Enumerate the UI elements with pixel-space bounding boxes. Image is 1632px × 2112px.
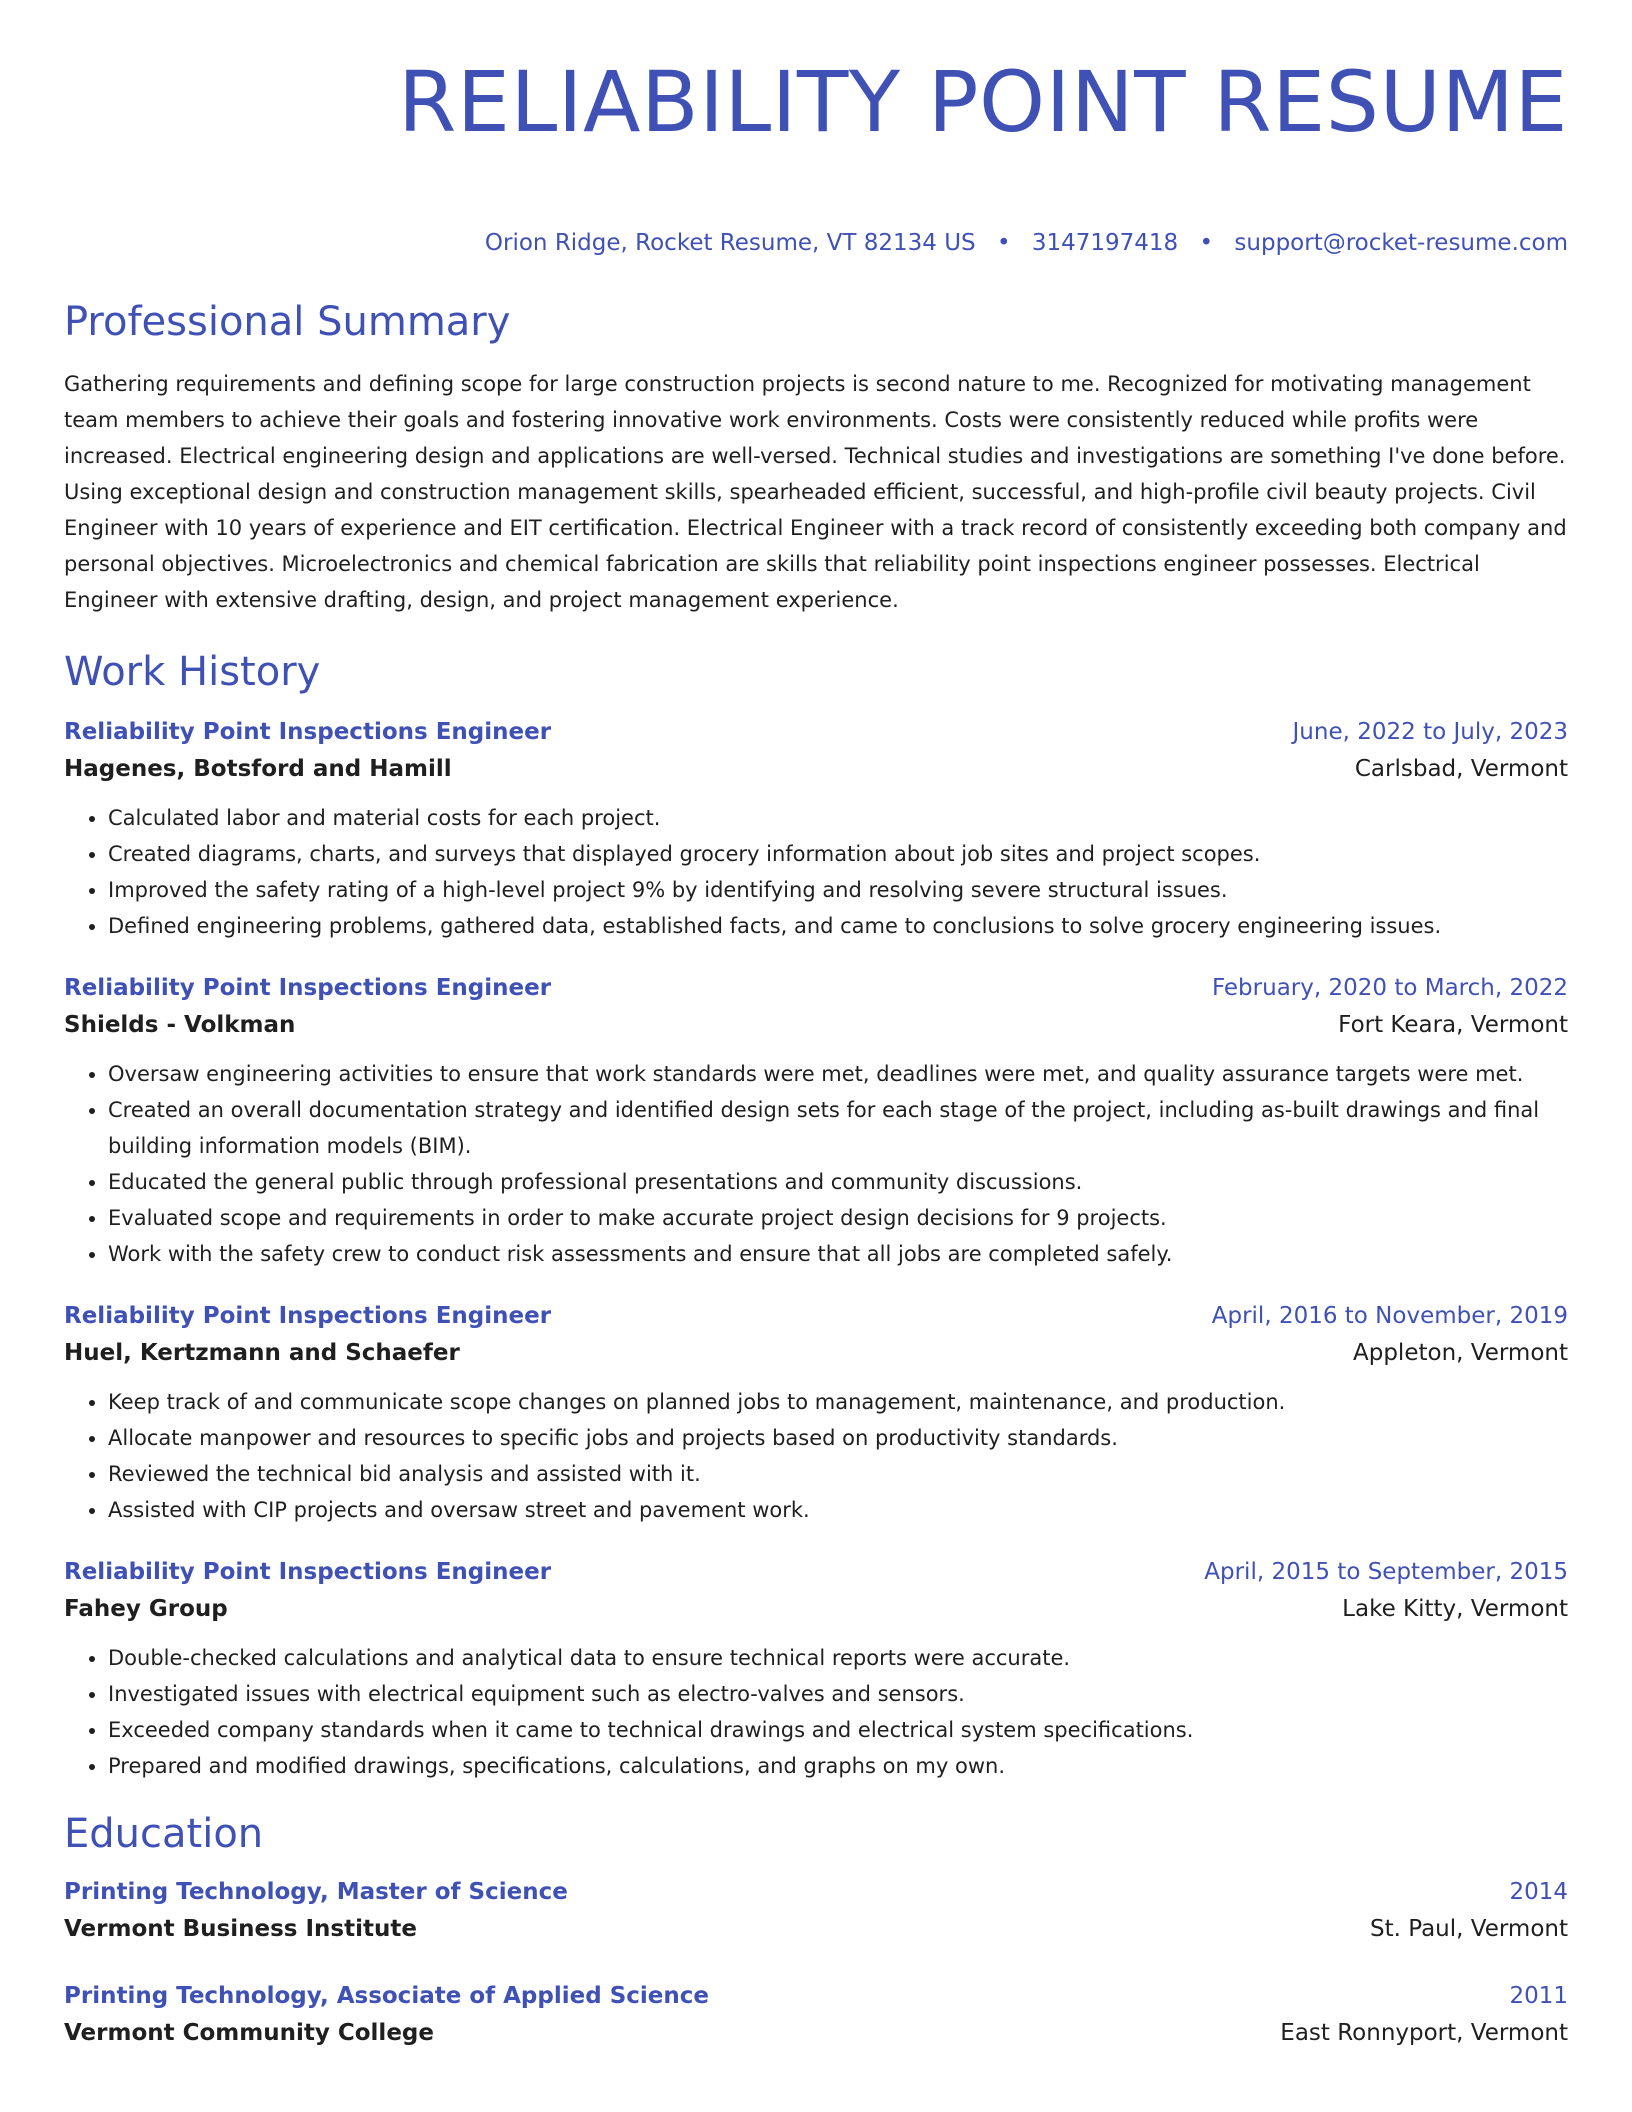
job-bullet: • Double-checked calculations and analytical data to ensure technical reports were accurate.: [108, 1640, 1568, 1676]
job-bullet: • Calculated labor and material costs for each project.: [108, 800, 1568, 836]
job-location: Appleton, Vermont: [1353, 1340, 1568, 1366]
education-degree-row: [64, 1874, 1568, 1910]
job-dates: April, 2015 to September, 2015: [1204, 1559, 1568, 1585]
section-title-summary: Professional Summary: [64, 299, 511, 345]
education-school: Vermont Community College: [64, 2020, 434, 2046]
education-section: [64, 1810, 1568, 2052]
job-bullet: • Created diagrams, charts, and surveys that displayed grocery information about job sites and project scopes.: [108, 836, 1568, 872]
job-bullets: [64, 1384, 1568, 1528]
job-entry: [64, 1554, 1568, 1784]
education-school-row: [64, 2014, 1568, 2052]
contact-email: support@rocket-resume.com: [1234, 230, 1568, 256]
education-degree: Printing Technology, Associate of Applied Science: [64, 1983, 709, 2009]
job-bullets: [64, 1056, 1568, 1272]
job-company-row: [64, 1590, 1568, 1628]
job-dates: April, 2016 to November, 2019: [1211, 1303, 1568, 1329]
contact-phone: 3147197418: [1031, 230, 1179, 256]
job-bullet: • Allocate manpower and resources to specific jobs and projects based on productivity standards.: [108, 1420, 1568, 1456]
contact-address: Orion Ridge, Rocket Resume, VT 82134 US: [484, 230, 976, 256]
job-company-row: [64, 750, 1568, 788]
job-title: Reliability Point Inspections Engineer: [64, 1303, 552, 1329]
summary-section: [64, 298, 1568, 618]
job-bullet: • Assisted with CIP projects and oversaw street and pavement work.: [108, 1492, 1568, 1528]
job-location: Lake Kitty, Vermont: [1342, 1596, 1568, 1622]
education-year: 2014: [1509, 1879, 1568, 1905]
job-bullet: • Improved the safety rating of a high-level project 9% by identifying and resolving severe structural issues.: [108, 872, 1568, 908]
job-bullets: [64, 800, 1568, 944]
job-bullet: • Keep track of and communicate scope changes on planned jobs to management, maintenance, and production.: [108, 1384, 1568, 1420]
job-dates: February, 2020 to March, 2022: [1211, 975, 1568, 1001]
section-title-education: Education: [64, 1811, 264, 1857]
job-title-row: [64, 1298, 1568, 1334]
job-title: Reliability Point Inspections Engineer: [64, 1559, 552, 1585]
contact-line: [64, 228, 1568, 258]
job-bullet: • Prepared and modified drawings, specifications, calculations, and graphs on my own.: [108, 1748, 1568, 1784]
job-location: Carlsbad, Vermont: [1354, 756, 1568, 782]
job-company: Huel, Kertzmann and Schaefer: [64, 1340, 460, 1366]
education-school-row: [64, 1910, 1568, 1948]
work-history-section: [64, 648, 1568, 1784]
job-bullet: • Investigated issues with electrical equipment such as electro-valves and sensors.: [108, 1676, 1568, 1712]
job-title-row: [64, 1554, 1568, 1590]
job-bullets: [64, 1640, 1568, 1784]
job-dates: June, 2022 to July, 2023: [1292, 719, 1568, 745]
education-school: Vermont Business Institute: [64, 1916, 417, 1942]
contact-separator: •: [1199, 230, 1214, 256]
job-title-row: [64, 970, 1568, 1006]
job-bullet: • Evaluated scope and requirements in order to make accurate project design decisions for 9 projects.: [108, 1200, 1568, 1236]
education-entry: [64, 1978, 1568, 2052]
candidate-name: RELIABILITY POINT RESUME: [398, 53, 1568, 151]
job-bullet: • Created an overall documentation strategy and identified design sets for each stage of the project, including as-built drawings and final building information models (BIM).: [108, 1092, 1568, 1164]
job-entry: [64, 714, 1568, 944]
job-bullet: • Reviewed the technical bid analysis and assisted with it.: [108, 1456, 1568, 1492]
education-location: East Ronnyport, Vermont: [1280, 2020, 1568, 2046]
education-degree: Printing Technology, Master of Science: [64, 1879, 568, 1905]
section-title-work-history: Work History: [64, 649, 321, 695]
job-company-row: [64, 1334, 1568, 1372]
job-title: Reliability Point Inspections Engineer: [64, 975, 552, 1001]
job-entry: [64, 1298, 1568, 1528]
job-location: Fort Keara, Vermont: [1338, 1012, 1568, 1038]
contact-separator: •: [996, 230, 1011, 256]
job-title: Reliability Point Inspections Engineer: [64, 719, 552, 745]
job-title-row: [64, 714, 1568, 750]
job-bullet: • Work with the safety crew to conduct risk assessments and ensure that all jobs are completed safely.: [108, 1236, 1568, 1272]
job-bullet: • Oversaw engineering activities to ensure that work standards were met, deadlines were met, and quality assurance targets were met.: [108, 1056, 1568, 1092]
job-bullet: • Defined engineering problems, gathered data, established facts, and came to conclusions to solve grocery engineering issues.: [108, 908, 1568, 944]
education-year: 2011: [1509, 1983, 1568, 2009]
education-entry: [64, 1874, 1568, 1948]
education-location: St. Paul, Vermont: [1370, 1916, 1568, 1942]
summary-text: Gathering requirements and defining scope for large construction projects is second nature to me. Recognized for motivating management team members to achieve their goals and fostering innovative work environments. Costs were consistently reduced while profits were increased. Electrical engineering design and applications are well-versed. Technical studies and investigations are something I've done before. Using exceptional design and construction management skills, spearheaded efficient, successful, and high-profile civil beauty projects. Civil Engineer with 10 years of experience and EIT certification. Electrical Engineer with a track record of consistently exceeding both company and personal objectives. Microelectronics and chemical fabrication are skills that reliability point inspections engineer possesses. Electrical Engineer with extensive drafting, design, and project management experience.: [64, 372, 1567, 612]
job-company: Hagenes, Botsford and Hamill: [64, 756, 452, 782]
job-company: Fahey Group: [64, 1596, 228, 1622]
job-bullet: • Exceeded company standards when it came to technical drawings and electrical system specifications.: [108, 1712, 1568, 1748]
job-entry: [64, 970, 1568, 1272]
education-degree-row: [64, 1978, 1568, 2014]
job-bullet: • Educated the general public through professional presentations and community discussions.: [108, 1164, 1568, 1200]
resume-header: [64, 52, 1568, 258]
job-company: Shields - Volkman: [64, 1012, 296, 1038]
job-company-row: [64, 1006, 1568, 1044]
